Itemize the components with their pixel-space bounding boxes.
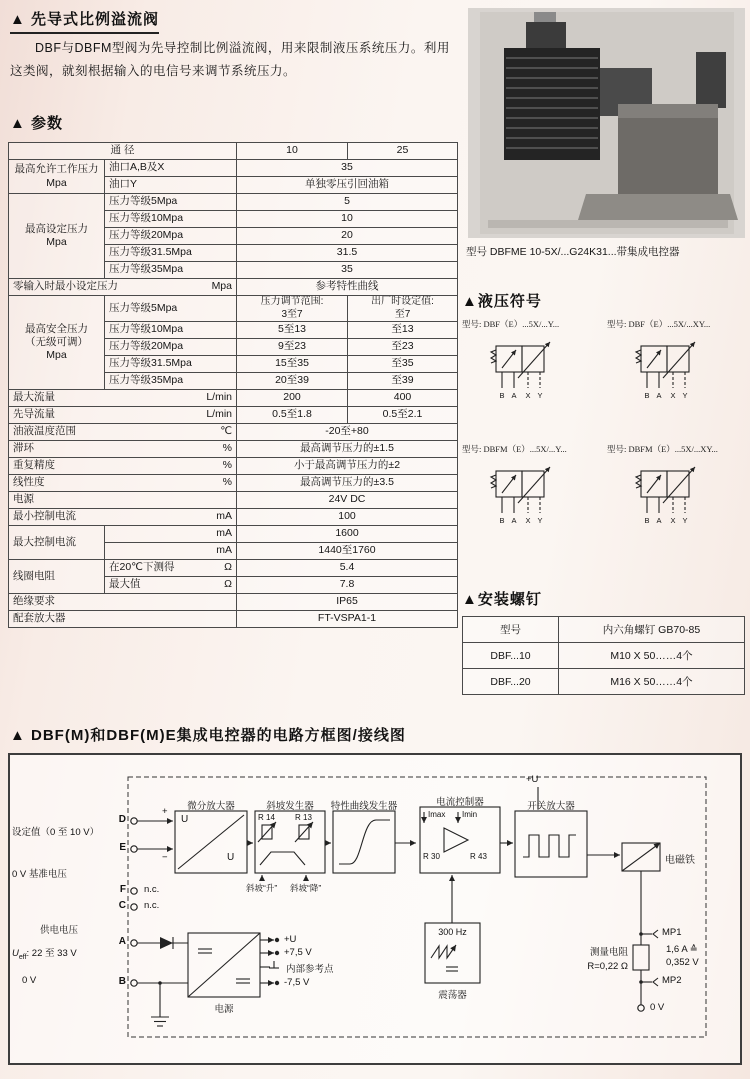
r43-label: R 43 bbox=[470, 852, 487, 861]
diff-u2: U bbox=[227, 852, 235, 863]
cell: 最大流量 L/min bbox=[9, 390, 237, 407]
cell: 最高允许工作压力 Mpa bbox=[9, 160, 105, 194]
table-row bbox=[9, 611, 458, 628]
symbol-caption: 型号: DBF（E）...5X/...XY... bbox=[607, 319, 711, 329]
terminal-b: B bbox=[118, 976, 126, 987]
svg-text:B: B bbox=[644, 516, 650, 525]
cell: 20 bbox=[237, 228, 458, 245]
cell: mA bbox=[105, 526, 237, 543]
cell: 至39 bbox=[348, 373, 458, 390]
terminal-c: C bbox=[118, 900, 126, 911]
product-photo-image bbox=[468, 8, 745, 238]
symbols-heading: ▲液压符号 bbox=[462, 293, 542, 310]
cell: 0.5至2.1 bbox=[348, 407, 458, 424]
svg-text:B: B bbox=[499, 516, 505, 525]
circuit-heading: ▲ DBF(M)和DBF(M)E集成电控器的电路方框图/接线图 bbox=[10, 727, 406, 744]
terminal-d: D bbox=[118, 814, 126, 825]
r30-label: R 30 bbox=[423, 852, 440, 861]
cell: FT-VSPA1-1 bbox=[237, 611, 458, 628]
cell: 至23 bbox=[348, 339, 458, 356]
cell: -20至+80 bbox=[237, 424, 458, 441]
cell: 至13 bbox=[348, 322, 458, 339]
measuring-resistor-label: 测量电阻 bbox=[589, 947, 628, 958]
hydraulic-symbol-drawing bbox=[607, 332, 739, 420]
cell: 1600 bbox=[237, 526, 458, 543]
plus-u-top-label: +U bbox=[526, 774, 539, 785]
cell: 油口Y bbox=[105, 177, 237, 194]
cell: 压力等级10Mpa bbox=[105, 322, 237, 339]
switch-amp-label: 开关放大器 bbox=[527, 801, 575, 812]
screws-table bbox=[462, 616, 745, 695]
cell: DBF...10 bbox=[463, 643, 559, 669]
current-ctrl-label: 电流控制器 bbox=[436, 797, 484, 808]
ramp-gen-label: 斜坡发生器 bbox=[266, 801, 314, 812]
r14-label: R 14 bbox=[258, 813, 275, 822]
cell: 400 bbox=[348, 390, 458, 407]
cell: 最小控制电流 mA bbox=[9, 509, 237, 526]
cell: 最高调节压力的±1.5 bbox=[237, 441, 458, 458]
parameters-table bbox=[8, 142, 458, 628]
svg-text:X: X bbox=[525, 516, 531, 525]
params-heading: ▲ 参数 bbox=[10, 115, 64, 132]
imin-label: Imin bbox=[462, 810, 478, 819]
svg-text:Y: Y bbox=[682, 391, 688, 400]
svg-text:X: X bbox=[525, 391, 531, 400]
intro-paragraph: DBF与DBFM型阀为先导控制比例溢流阀，用来限制液压系统压力。利用这类阀，就刻根据输入的电信号来调节系统压力。 bbox=[10, 41, 450, 78]
symbol-caption: 型号: DBFM（E）...5X/...XY... bbox=[607, 444, 718, 454]
ueff-label: $U_{eff}$: 22 至 33 V bbox=[12, 948, 77, 961]
plus-7v5-label: +7,5 V bbox=[284, 947, 312, 958]
cell: 压力等级35Mpa bbox=[105, 373, 237, 390]
cell: 绝缘要求 bbox=[9, 594, 237, 611]
plus-sign: + bbox=[162, 806, 168, 817]
solenoid-label: 电磁铁 bbox=[665, 855, 695, 866]
product-photo bbox=[468, 8, 745, 238]
ramp-down-label: 斜坡“降” bbox=[290, 883, 322, 893]
cell: 20至39 bbox=[237, 373, 348, 390]
cell: 5.4 bbox=[237, 560, 458, 577]
cell: 重复精度 % bbox=[9, 458, 237, 475]
cell: 至35 bbox=[348, 356, 458, 373]
nc-label: n.c. bbox=[144, 884, 160, 895]
resistor-value-label: R=0,22 Ω bbox=[587, 961, 628, 972]
cell: 压力等级20Mpa bbox=[105, 228, 237, 245]
cell: 配套放大器 bbox=[9, 611, 237, 628]
table-row bbox=[9, 424, 458, 441]
terminal-f: F bbox=[119, 884, 126, 895]
hydraulic-symbol-drawing bbox=[462, 457, 594, 545]
svg-text:Y: Y bbox=[537, 516, 543, 525]
table-row bbox=[9, 143, 458, 160]
internal-ref-label: 内部参考点 bbox=[286, 964, 334, 975]
cell: 压力等级31.5Mpa bbox=[105, 245, 237, 262]
cell: 最大控制电流 bbox=[9, 526, 105, 560]
mp2-label: MP2 bbox=[662, 975, 682, 986]
table-row bbox=[9, 441, 458, 458]
table-row bbox=[9, 458, 458, 475]
oscillator-label: 震荡器 bbox=[438, 990, 467, 1001]
cell: 最高安全压力 （无级可调） Mpa bbox=[9, 296, 105, 390]
cell: 内六角螺钉 GB70-85 bbox=[559, 617, 745, 643]
cell: 压力等级35Mpa bbox=[105, 262, 237, 279]
cell: 压力等级20Mpa bbox=[105, 339, 237, 356]
terminal-e: E bbox=[119, 842, 126, 853]
table-row bbox=[9, 492, 458, 509]
hydraulic-symbol bbox=[607, 318, 749, 425]
cell: 压力调节范围: 3至7 bbox=[237, 296, 348, 322]
svg-text:A: A bbox=[656, 516, 662, 525]
table-row bbox=[9, 594, 458, 611]
table-row bbox=[463, 669, 745, 695]
hydraulic-symbol-drawing bbox=[462, 332, 594, 420]
reference-voltage-label: 0 V 基准电压 bbox=[12, 869, 67, 880]
cell: 10 bbox=[237, 143, 348, 160]
cell: IP65 bbox=[237, 594, 458, 611]
cell: DBF...20 bbox=[463, 669, 559, 695]
table-row bbox=[9, 526, 458, 543]
terminal-a: A bbox=[118, 936, 126, 947]
current-note-2: 0,352 V bbox=[666, 957, 699, 968]
svg-text:A: A bbox=[511, 391, 517, 400]
table-row bbox=[9, 194, 458, 211]
table-row bbox=[9, 509, 458, 526]
photo-caption: 型号 DBFME 10-5X/...G24K31...带集成电控器 bbox=[466, 246, 680, 258]
minus-sign: − bbox=[162, 852, 168, 863]
cell: 最高调节压力的±3.5 bbox=[237, 475, 458, 492]
cell: 电源 bbox=[9, 492, 237, 509]
cell: 参考特性曲线 bbox=[237, 279, 458, 296]
cell: M10 X 50……4个 bbox=[559, 643, 745, 669]
cell: 9至23 bbox=[237, 339, 348, 356]
cell: 线圈电阻 bbox=[9, 560, 105, 594]
svg-text:X: X bbox=[670, 391, 676, 400]
hydraulic-symbol bbox=[462, 318, 604, 425]
cell: 通 径 bbox=[9, 143, 237, 160]
svg-text:Y: Y bbox=[682, 516, 688, 525]
svg-text:A: A bbox=[656, 391, 662, 400]
cell: 压力等级31.5Mpa bbox=[105, 356, 237, 373]
table-row bbox=[9, 296, 458, 322]
curve-gen-label: 特性曲线发生器 bbox=[330, 801, 398, 812]
cell: 24V DC bbox=[237, 492, 458, 509]
diff-amp-label: 微分放大器 bbox=[187, 801, 235, 812]
table-row bbox=[9, 279, 458, 296]
table-row bbox=[9, 475, 458, 492]
plus-u-out-label: +U bbox=[284, 934, 297, 945]
cell: 最大值 Ω bbox=[105, 577, 237, 594]
hydraulic-symbol bbox=[462, 443, 604, 550]
svg-text:A: A bbox=[511, 516, 517, 525]
current-note-1: 1,6 A ≙ bbox=[666, 944, 698, 955]
hydraulic-symbol bbox=[607, 443, 749, 550]
cell: 小于最高调节压力的±2 bbox=[237, 458, 458, 475]
cell: 线性度 % bbox=[9, 475, 237, 492]
cell: 滞环 % bbox=[9, 441, 237, 458]
minus-7v5-label: -7,5 V bbox=[284, 977, 310, 988]
zero-volt-label: 0 V bbox=[22, 975, 37, 986]
cell: 最高设定压力 Mpa bbox=[9, 194, 105, 279]
cell: 35 bbox=[237, 160, 458, 177]
cell: mA bbox=[105, 543, 237, 560]
svg-text:B: B bbox=[499, 391, 505, 400]
svg-text:Y: Y bbox=[537, 391, 543, 400]
table-row bbox=[463, 617, 745, 643]
page-title: ▲ 先导式比例溢流阀 bbox=[10, 8, 159, 34]
cell: 10 bbox=[237, 211, 458, 228]
cell: 25 bbox=[348, 143, 458, 160]
setpoint-label: 设定值（0 至 10 V） bbox=[12, 827, 100, 838]
cell: 先导流量 L/min bbox=[9, 407, 237, 424]
cell: 100 bbox=[237, 509, 458, 526]
svg-text:B: B bbox=[644, 391, 650, 400]
cell: 型号 bbox=[463, 617, 559, 643]
cell: 压力等级10Mpa bbox=[105, 211, 237, 228]
cell: 5至13 bbox=[237, 322, 348, 339]
cell: 0.5至1.8 bbox=[237, 407, 348, 424]
ramp-up-label: 斜坡“升” bbox=[246, 883, 278, 893]
power-supply-label: 电源 bbox=[214, 1004, 234, 1015]
cell: 压力等级5Mpa bbox=[105, 296, 237, 322]
supply-voltage-label: 供电电压 bbox=[40, 925, 79, 936]
cell: 油口A,B及X bbox=[105, 160, 237, 177]
imax-label: Imax bbox=[428, 810, 446, 819]
cell: 单独零压引回油箱 bbox=[237, 177, 458, 194]
symbol-caption: 型号: DBFM（E）...5X/...Y... bbox=[462, 444, 567, 454]
oscillator-freq-label: 300 Hz bbox=[438, 927, 467, 937]
diff-u1: U bbox=[181, 814, 189, 825]
table-row bbox=[9, 560, 458, 577]
zero-volt-right-label: 0 V bbox=[650, 1002, 665, 1013]
table-row bbox=[463, 643, 745, 669]
cell: 油液温度范围 ℃ bbox=[9, 424, 237, 441]
cell: 1440至1760 bbox=[237, 543, 458, 560]
table-row bbox=[9, 390, 458, 407]
cell: 7.8 bbox=[237, 577, 458, 594]
cell: 零输入时最小设定压力 Mpa bbox=[9, 279, 237, 296]
screws-heading: ▲安装螺钉 bbox=[462, 591, 542, 608]
cell: 在20℃下测得 Ω bbox=[105, 560, 237, 577]
nc-label: n.c. bbox=[144, 900, 160, 911]
table-row bbox=[9, 160, 458, 177]
mp1-label: MP1 bbox=[662, 927, 682, 938]
symbol-caption: 型号: DBF（E）...5X/...Y... bbox=[462, 319, 560, 329]
r13-label: R 13 bbox=[295, 813, 312, 822]
cell: 15至35 bbox=[237, 356, 348, 373]
cell: 200 bbox=[237, 390, 348, 407]
cell: 出厂时设定值: 至7 bbox=[348, 296, 458, 322]
hydraulic-symbol-drawing bbox=[607, 457, 739, 545]
cell: 5 bbox=[237, 194, 458, 211]
cell: 35 bbox=[237, 262, 458, 279]
cell: M16 X 50……4个 bbox=[559, 669, 745, 695]
cell: 31.5 bbox=[237, 245, 458, 262]
circuit-diagram bbox=[8, 753, 742, 1065]
cell: 压力等级5Mpa bbox=[105, 194, 237, 211]
svg-text:X: X bbox=[670, 516, 676, 525]
table-row bbox=[9, 407, 458, 424]
